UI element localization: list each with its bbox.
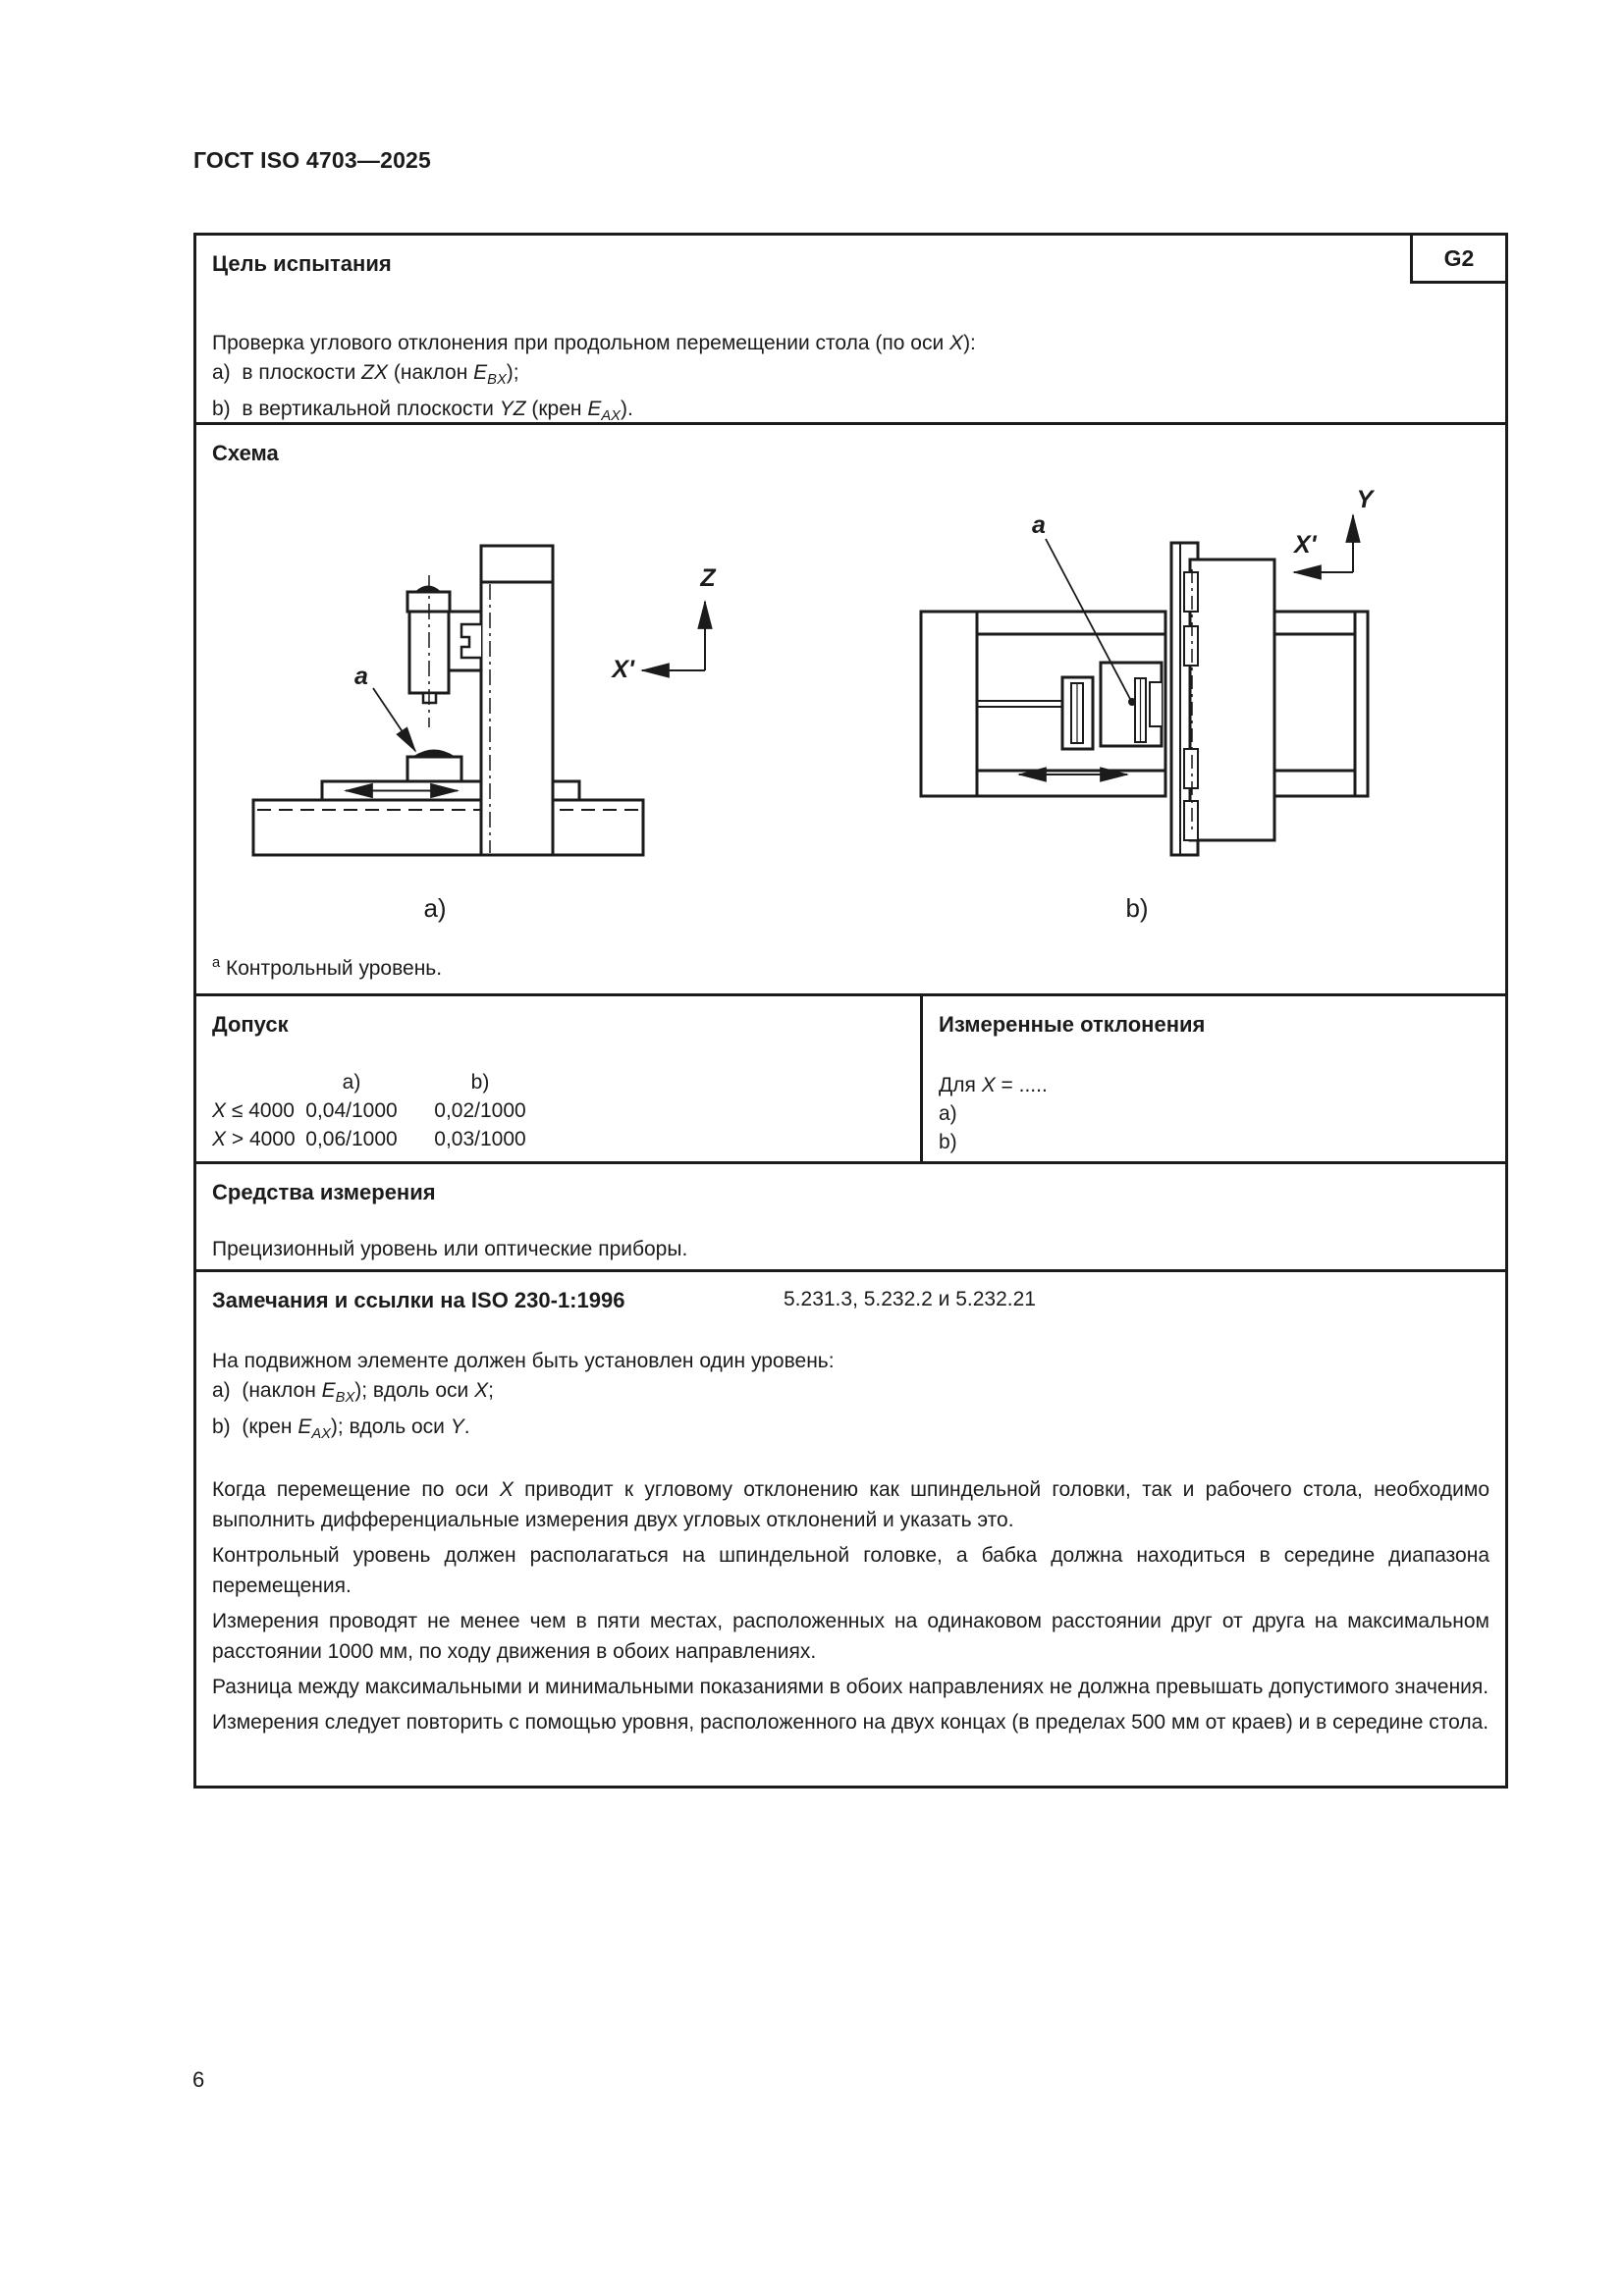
- tolerance-section: [196, 993, 1505, 1161]
- objective-text: [212, 329, 1489, 431]
- measured-item-b: b): [939, 1131, 957, 1153]
- tolerance-row-2: [212, 1128, 585, 1156]
- notes-paragraph-3: Измерения проводят не менее чем в пяти местах, расположенных на одинаковом расстоянии друг от друга на максимальном расстоянии 1000 мм, по ходу движения в обоих направлениях.: [212, 1610, 1489, 1664]
- notes-title: Замечания и ссылки на ISO 230-1:1996: [212, 1288, 625, 1312]
- notes-item-a: a) (наклон $E_{BX}$); вдоль оси X;: [212, 1379, 494, 1407]
- tolerance-header-row: [212, 1071, 585, 1099]
- level-notch: [1150, 682, 1162, 726]
- objective-intro: Проверка углового отклонения при продольном перемещении стола (по оси X):: [212, 332, 976, 354]
- measured-title: Измеренные отклонения: [939, 1012, 1206, 1037]
- axis-y-label: Y: [1356, 486, 1374, 513]
- spindle-housing: [1190, 560, 1274, 840]
- notes-paragraph-2: Контрольный уровень должен располагаться на шпиндельной головке, а бабка должна находиться в середине диапазона перемещения.: [212, 1544, 1489, 1598]
- scheme-title: Схема: [212, 441, 279, 465]
- control-level-a: [407, 757, 461, 781]
- diagram-a: [253, 546, 705, 855]
- scheme-section: [196, 422, 1505, 993]
- tolerance-table: [212, 1071, 585, 1156]
- notes-item-b: b) (крен $E_{AX}$); вдоль оси Y.: [212, 1415, 470, 1443]
- notes-body: [212, 1347, 1489, 1742]
- notes-paragraph-4: Разница между максимальными и минимальными показаниями в обоих направлениях не должна превышать допустимого значения.: [212, 1676, 1489, 1699]
- notes-paragraphs: [212, 1474, 1489, 1737]
- objective-title: Цель испытания: [212, 251, 392, 276]
- tolerance-cond-2: X > 4000: [212, 1128, 296, 1150]
- level-label-a-b: a: [1032, 511, 1046, 539]
- objective-item-a: a) в плоскости ZX (наклон $E_{BX}$);: [212, 361, 519, 389]
- tolerance-row-1: [212, 1099, 585, 1128]
- objective-item-b: b) в вертикальной плоскости YZ (крен $E_{AX}$).: [212, 398, 633, 425]
- column-foot: [553, 781, 579, 800]
- notes-paragraph-1: Когда перемещение по оси X приводит к угловому отклонению как шпиндельной головки, так и рабочего стола, необходимо выполнить дифференциальные измерения двух угловых отклонений и указать это.: [212, 1478, 1489, 1532]
- measured-body: [939, 1071, 1048, 1156]
- tolerance-cond-1: X ≤ 4000: [212, 1099, 295, 1122]
- tolerance-col-a: a): [342, 1071, 361, 1094]
- spindle-body: [409, 612, 449, 693]
- instruments-title: Средства измерения: [212, 1180, 436, 1204]
- document-header: ГОСТ ISO 4703—2025: [193, 147, 432, 173]
- caption-a: a): [423, 893, 447, 923]
- objective-section: [196, 236, 1505, 425]
- axis-x-label-a: X': [612, 656, 634, 683]
- machine-column: [481, 546, 553, 855]
- housing-notch-3: [1184, 749, 1198, 788]
- caption-b: b): [1125, 893, 1149, 923]
- tolerance-value-2b: 0,03/1000: [434, 1128, 526, 1150]
- notes-paragraph-5: Измерения следует повторить с помощью уровня, расположенного на двух концах (в пределах 500 мм от краев) и в середине стола.: [212, 1711, 1489, 1735]
- scheme-footnote: $^a$ Контрольный уровень.: [212, 955, 443, 980]
- machine-bed: [253, 800, 643, 855]
- instruments-text: Прецизионный уровень или оптические приборы.: [212, 1238, 688, 1260]
- notes-section: [196, 1269, 1505, 1786]
- measured-for-x: Для X = .....: [939, 1074, 1048, 1096]
- housing-notch-2: [1184, 626, 1198, 666]
- label-a-leader: [373, 688, 415, 751]
- scheme-diagrams: [196, 425, 1505, 993]
- test-card-table: [193, 233, 1508, 1789]
- leader-dot: [1128, 698, 1136, 706]
- measured-cell: [923, 996, 1505, 1161]
- tolerance-value-1b: 0,02/1000: [434, 1099, 526, 1122]
- tolerance-title: Допуск: [212, 1012, 289, 1037]
- tolerance-cell: [196, 996, 923, 1161]
- instruments-section: [196, 1161, 1505, 1269]
- tolerance-value-2a: 0,06/1000: [305, 1128, 398, 1150]
- level-label-a: a: [354, 663, 368, 690]
- axis-x-label-b: X': [1294, 531, 1317, 559]
- measured-item-a: a): [939, 1102, 957, 1125]
- tolerance-value-1a: 0,04/1000: [305, 1099, 398, 1122]
- diagram-b: [921, 515, 1368, 855]
- axis-z-label: Z: [700, 564, 716, 592]
- tolerance-col-b: b): [470, 1071, 490, 1094]
- page-number: 6: [192, 2067, 205, 2092]
- notes-intro: На подвижном элементе должен быть установлен один уровень:: [212, 1350, 835, 1372]
- housing-notch-1: [1184, 572, 1198, 612]
- notes-references: 5.231.3, 5.232.2 и 5.232.21: [784, 1288, 1036, 1310]
- housing-notch-4: [1184, 801, 1198, 840]
- test-code-badge: G2: [1410, 236, 1505, 284]
